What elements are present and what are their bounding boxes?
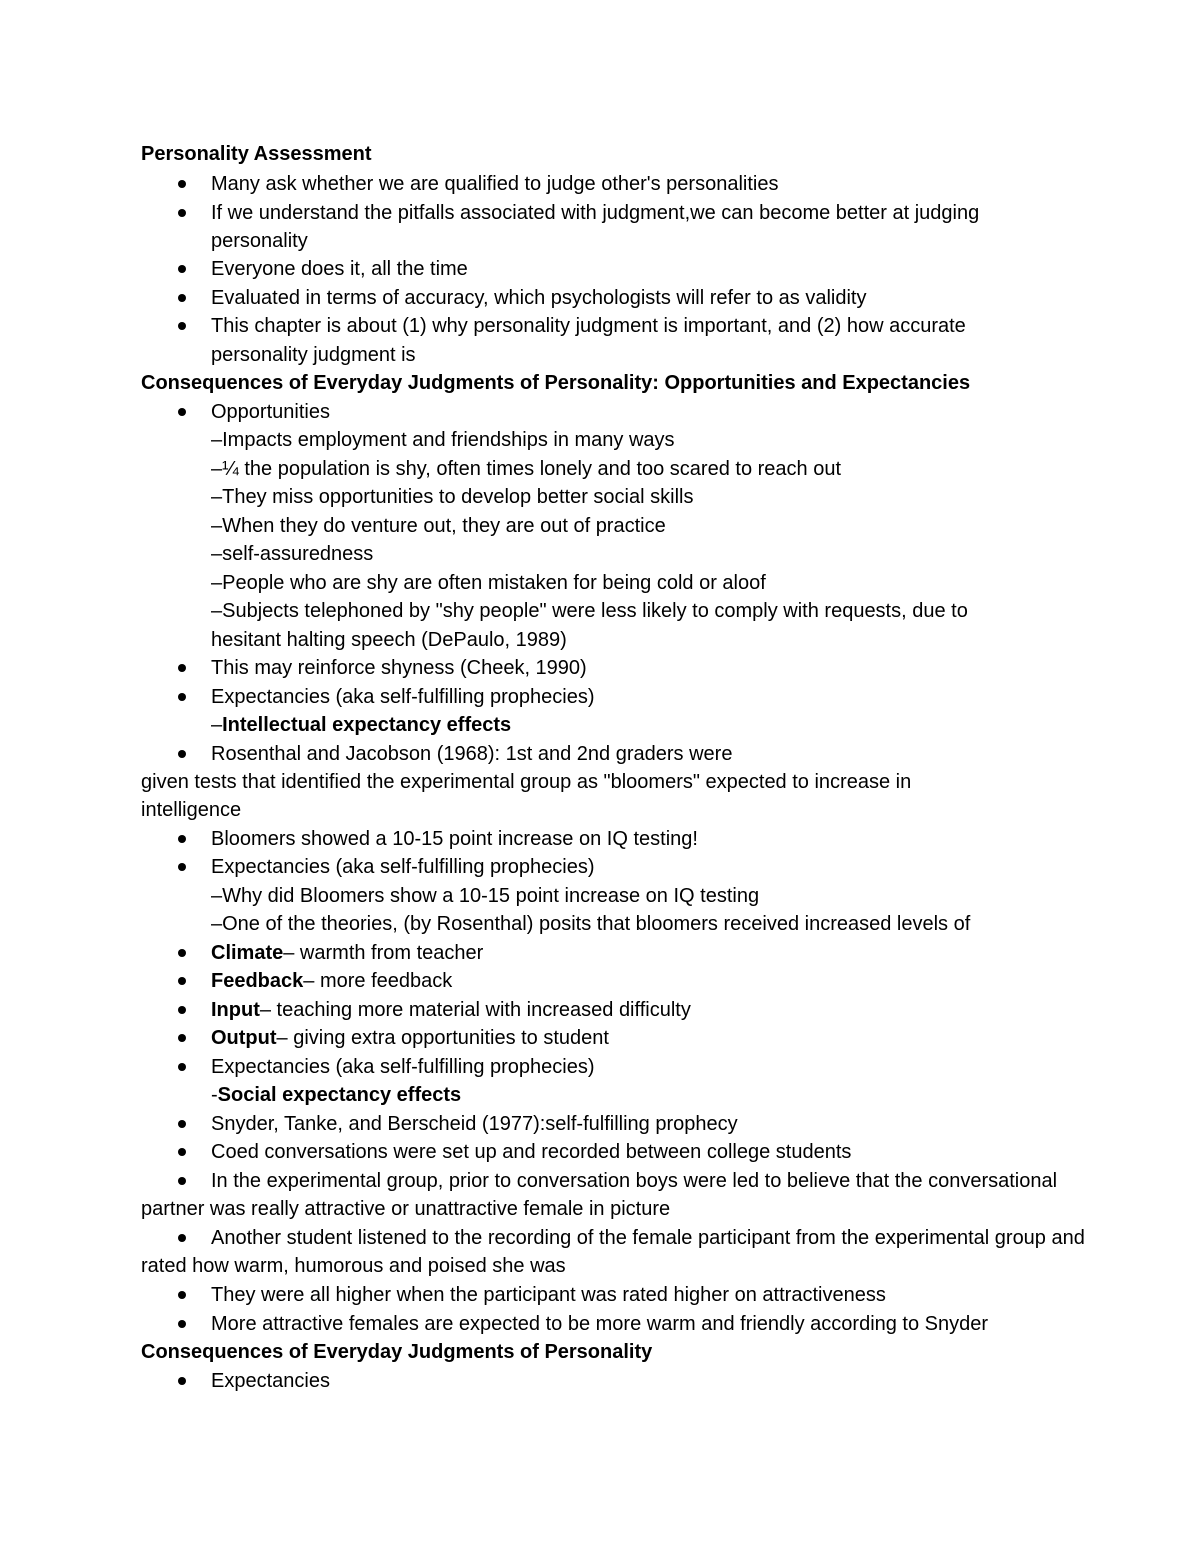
factor-desc: – warmth from teacher	[283, 942, 484, 964]
bullet-text-continuation: personality	[211, 230, 308, 252]
sub-heading	[211, 713, 511, 737]
factor-term: Output	[211, 1027, 277, 1049]
factor-item	[211, 998, 691, 1022]
bullet-text: Coed conversations were set up and recorded between college students	[211, 1141, 852, 1163]
section-heading: Consequences of Everyday Judgments of Personality	[141, 1341, 653, 1363]
sub-item: –¼ the population is shy, often times lonely and too scared to reach out	[211, 458, 842, 480]
sub-item: –self-assuredness	[211, 543, 374, 565]
factor-desc: – more feedback	[303, 970, 453, 992]
factor-term: Input	[211, 999, 260, 1021]
bullet-icon	[178, 1320, 186, 1328]
bullet-text: Bloomers showed a 10-15 point increase on IQ testing!	[211, 828, 698, 850]
section-heading: Consequences of Everyday Judgments of Personality: Opportunities and Expectancies	[141, 372, 971, 394]
bullet-text: This chapter is about (1) why personality judgment is important, and (2) how accurate	[211, 315, 966, 337]
paragraph-text: partner was really attractive or unattractive female in picture	[141, 1198, 671, 1220]
bullet-icon	[178, 949, 186, 957]
bullet-text: Everyone does it, all the time	[211, 258, 468, 280]
bullet-text: In the experimental group, prior to conversation boys were led to believe that the conversational	[211, 1170, 1058, 1192]
sub-item: –People who are shy are often mistaken for being cold or aloof	[211, 572, 766, 594]
factor-term: Climate	[211, 942, 284, 964]
bullet-text: Many ask whether we are qualified to judge other's personalities	[211, 173, 779, 195]
sub-heading-label: Intellectual expectancy effects	[222, 714, 512, 736]
bullet-icon	[178, 180, 186, 188]
factor-desc: – giving extra opportunities to student	[276, 1027, 609, 1049]
bullet-icon	[178, 1006, 186, 1014]
bullet-icon	[178, 1291, 186, 1299]
bullet-text: Snyder, Tanke, and Berscheid (1977):self-fulfilling prophecy	[211, 1113, 738, 1135]
bullet-text: Expectancies (aka self-fulfilling prophecies)	[211, 1056, 595, 1078]
bullet-icon	[178, 863, 186, 871]
bullet-text: They were all higher when the participant was rated higher on attractiveness	[211, 1284, 886, 1306]
paragraph-text: given tests that identified the experimental group as "bloomers" expected to increase in	[141, 771, 912, 793]
sub-item: –They miss opportunities to develop better social skills	[211, 486, 694, 508]
bullet-text: More attractive females are expected to be more warm and friendly according to Snyder	[211, 1313, 989, 1335]
bullet-icon	[178, 977, 186, 985]
sub-item: hesitant halting speech (DePaulo, 1989)	[211, 629, 567, 651]
factor-term: Feedback	[211, 970, 304, 992]
paragraph-text: rated how warm, humorous and poised she was	[141, 1255, 566, 1277]
bullet-icon	[178, 1034, 186, 1042]
sub-item: –Why did Bloomers show a 10-15 point increase on IQ testing	[211, 885, 760, 907]
bullet-text: Opportunities	[211, 401, 330, 423]
bullet-icon	[178, 322, 186, 330]
bullet-text: Evaluated in terms of accuracy, which psychologists will refer to as validity	[211, 287, 867, 309]
bullet-icon	[178, 1120, 186, 1128]
bullet-text: Another student listened to the recording of the female participant from the experimental group and	[211, 1227, 1085, 1249]
bullet-text: Rosenthal and Jacobson (1968): 1st and 2nd graders were	[211, 743, 733, 765]
sub-item: –Subjects telephoned by "shy people" were less likely to comply with requests, due to	[211, 600, 968, 622]
bullet-icon	[178, 209, 186, 217]
bullet-text: Expectancies (aka self-fulfilling prophecies)	[211, 856, 595, 878]
bullet-text: This may reinforce shyness (Cheek, 1990)	[211, 657, 587, 679]
bullet-icon	[178, 1377, 186, 1385]
bullet-icon	[178, 664, 186, 672]
bullet-icon	[178, 1177, 186, 1185]
factor-desc: – teaching more material with increased difficulty	[259, 999, 691, 1021]
sub-heading-label: Social expectancy effects	[217, 1084, 462, 1106]
factor-item	[211, 941, 483, 965]
bullet-text: Expectancies	[211, 1370, 330, 1392]
factor-item	[211, 969, 452, 993]
bullet-icon	[178, 1063, 186, 1071]
sub-item: –One of the theories, (by Rosenthal) posits that bloomers received increased levels of	[211, 913, 971, 935]
bullet-text-continuation: personality judgment is	[211, 344, 416, 366]
bullet-icon	[178, 1148, 186, 1156]
sub-item: –Impacts employment and friendships in many ways	[211, 429, 675, 451]
bullet-icon	[178, 294, 186, 302]
bullet-icon	[178, 835, 186, 843]
bullet-icon	[178, 1234, 186, 1242]
factor-item	[211, 1026, 609, 1050]
bullet-icon	[178, 265, 186, 273]
sub-heading-prefix: -	[211, 1084, 218, 1106]
sub-heading	[211, 1083, 461, 1107]
bullet-icon	[178, 408, 186, 416]
bullet-icon	[178, 693, 186, 701]
section-heading: Personality Assessment	[141, 143, 372, 165]
sub-heading-prefix: –	[211, 714, 223, 736]
bullet-text: If we understand the pitfalls associated with judgment,we can become better at judging	[211, 202, 980, 224]
sub-item: –When they do venture out, they are out of practice	[211, 515, 666, 537]
bullet-text: Expectancies (aka self-fulfilling prophecies)	[211, 686, 595, 708]
paragraph-text: intelligence	[141, 799, 242, 821]
bullet-icon	[178, 750, 186, 758]
